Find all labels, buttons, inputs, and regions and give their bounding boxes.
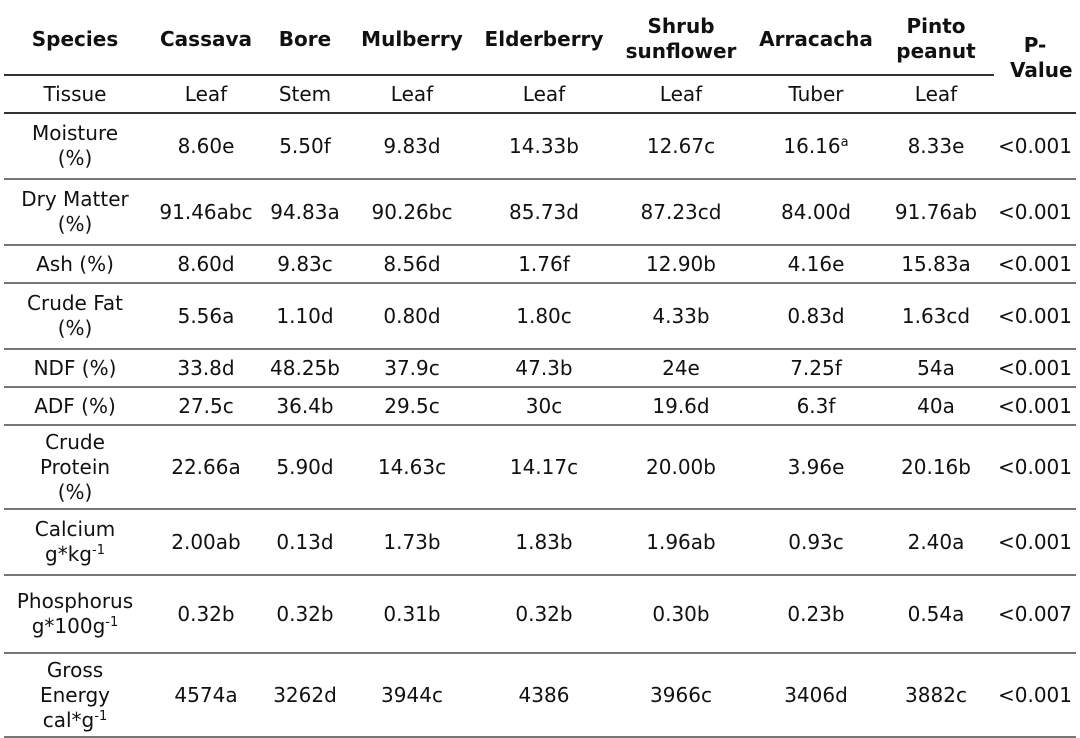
table-cell: 7.25f: [754, 349, 878, 387]
tissue-label: Tissue: [4, 75, 146, 113]
table-cell: 19.6d: [608, 387, 754, 425]
table-cell: 24e: [608, 349, 754, 387]
table-cell: 1.63cd: [878, 283, 994, 349]
table-cell: 6.3f: [754, 387, 878, 425]
table-cell: 87.23cd: [608, 179, 754, 245]
table-cell: 0.23b: [754, 575, 878, 653]
table-cell: 0.32b: [146, 575, 266, 653]
unit-exponent: -1: [94, 708, 108, 724]
table-cell: 12.67c: [608, 113, 754, 179]
tissue-cell: Tuber: [754, 75, 878, 113]
table-cell: 30c: [480, 387, 608, 425]
species-pinto-peanut: Pinto peanut: [896, 14, 976, 63]
unit-exponent: -1: [92, 543, 105, 558]
row-label-main: Gross Energy: [39, 657, 111, 707]
table-cell: 0.30b: [608, 575, 754, 653]
tissue-cell: Leaf: [146, 75, 266, 113]
table-cell: 14.33b: [480, 113, 608, 179]
superscript: a: [840, 134, 849, 150]
row-label: NDF (%): [4, 349, 146, 387]
table-cell: 1.76f: [480, 245, 608, 283]
table-cell: 2.00ab: [146, 509, 266, 575]
table-row: [4, 179, 1076, 245]
tissue-cell: Leaf: [878, 75, 994, 113]
table-cell: 0.54a: [878, 575, 994, 653]
table-cell: 54a: [878, 349, 994, 387]
table-cell: 5.50f: [266, 113, 344, 179]
unit-exponent: -1: [105, 615, 119, 630]
table-cell: 3944c: [344, 653, 480, 737]
pvalue-cell: <0.001: [994, 283, 1076, 349]
table-cell: 29.5c: [344, 387, 480, 425]
table-cell: 20.16b: [878, 425, 994, 509]
row-label-unit: g*kg: [45, 542, 92, 566]
table-cell: 8.60d: [146, 245, 266, 283]
table-row: [4, 575, 1076, 653]
table-cell: 91.76ab: [878, 179, 994, 245]
table-cell: 14.63c: [344, 425, 480, 509]
row-label: Ash (%): [4, 245, 146, 283]
table-cell: 4386: [480, 653, 608, 737]
table-cell: 20.00b: [608, 425, 754, 509]
tissue-cell: Stem: [266, 75, 344, 113]
table-cell: 14.17c: [480, 425, 608, 509]
row-label: Dry Matter (%): [4, 179, 146, 245]
table-row: [4, 113, 1076, 179]
row-label: ADF (%): [4, 387, 146, 425]
table-row: [4, 245, 1076, 283]
table-cell: 1.73b: [344, 509, 480, 575]
pvalue-cell: <0.001: [994, 387, 1076, 425]
pvalue-cell: <0.001: [994, 653, 1076, 737]
species-elderberry: Elderberry: [484, 26, 604, 51]
table-cell: 5.90d: [266, 425, 344, 509]
table-cell: 4574a: [146, 653, 266, 737]
table-cell: 40a: [878, 387, 994, 425]
table-cell: 90.26bc: [344, 179, 480, 245]
species-bore: Bore: [278, 26, 332, 51]
table-cell: 4.33b: [608, 283, 754, 349]
row-label: Crude Fat (%): [4, 283, 146, 349]
nutrient-composition-table: [4, 4, 1076, 738]
row-label-unit: g*100g: [31, 614, 106, 638]
table-cell: 3406d: [754, 653, 878, 737]
table-cell: 37.9c: [344, 349, 480, 387]
table-cell: 84.00d: [754, 179, 878, 245]
pvalue-cell: <0.001: [994, 113, 1076, 179]
table-cell: 0.83d: [754, 283, 878, 349]
table-cell: 0.32b: [266, 575, 344, 653]
tissue-cell: Leaf: [608, 75, 754, 113]
species-arracacha: Arracacha: [759, 26, 873, 51]
table-row: [4, 387, 1076, 425]
row-label: Crude Protein (%): [4, 425, 146, 509]
table-cell: 8.56d: [344, 245, 480, 283]
table-cell: 85.73d: [480, 179, 608, 245]
table-cell: 22.66a: [146, 425, 266, 509]
table-cell: 1.83b: [480, 509, 608, 575]
pvalue-cell: <0.001: [994, 425, 1076, 509]
table-cell: 36.4b: [266, 387, 344, 425]
table-body: [4, 4, 1076, 737]
table-cell: 1.80c: [480, 283, 608, 349]
table-cell: 15.83a: [878, 245, 994, 283]
table-cell: 0.13d: [266, 509, 344, 575]
table-cell: 3.96e: [754, 425, 878, 509]
table-cell: 48.25b: [266, 349, 344, 387]
table-cell: 3882c: [878, 653, 994, 737]
pvalue-cell: <0.001: [994, 349, 1076, 387]
row-label: [4, 653, 146, 737]
table-row: [4, 425, 1076, 509]
species-cassava: Cassava: [159, 26, 252, 51]
tissue-cell: Leaf: [344, 75, 480, 113]
row-label-unit: cal*g: [42, 707, 95, 732]
tissue-cell: Leaf: [480, 75, 608, 113]
row-label: [4, 509, 146, 575]
header-row: [4, 4, 1076, 75]
cell-value: 16.16: [783, 133, 841, 158]
table-row: [4, 283, 1076, 349]
table-cell: 3262d: [266, 653, 344, 737]
pvalue-cell: <0.007: [994, 575, 1076, 653]
table-cell: 9.83c: [266, 245, 344, 283]
row-label-main: Calcium: [34, 517, 116, 541]
row-label-main: Phosphorus: [16, 589, 134, 613]
table-cell: 2.40a: [878, 509, 994, 575]
table-cell: 94.83a: [266, 179, 344, 245]
table-cell: 1.10d: [266, 283, 344, 349]
table-cell: 8.60e: [146, 113, 266, 179]
table-row: [4, 349, 1076, 387]
pvalue-cell: <0.001: [994, 245, 1076, 283]
pvalue-cell: <0.001: [994, 179, 1076, 245]
table-cell: 33.8d: [146, 349, 266, 387]
species-header: Species: [31, 26, 119, 51]
row-label: Moisture (%): [4, 113, 146, 179]
tissue-row: [4, 75, 1076, 113]
table-cell: 3966c: [608, 653, 754, 737]
table-cell: 47.3b: [480, 349, 608, 387]
table-cell: 0.93c: [754, 509, 878, 575]
table-cell: 12.90b: [608, 245, 754, 283]
pvalue-header: P-Value: [1010, 33, 1073, 82]
row-label: [4, 575, 146, 653]
pvalue-cell: <0.001: [994, 509, 1076, 575]
table-cell: 27.5c: [146, 387, 266, 425]
table-cell: 5.56a: [146, 283, 266, 349]
table-cell: [754, 113, 878, 179]
table-cell: 91.46abc: [146, 179, 266, 245]
species-mulberry: Mulberry: [361, 26, 463, 51]
table-cell: 0.31b: [344, 575, 480, 653]
table-row: [4, 509, 1076, 575]
table-row: [4, 653, 1076, 737]
table-cell: 4.16e: [754, 245, 878, 283]
table-cell: 8.33e: [878, 113, 994, 179]
table-cell: 0.80d: [344, 283, 480, 349]
table-cell: 9.83d: [344, 113, 480, 179]
table-cell: 1.96ab: [608, 509, 754, 575]
table-cell: 0.32b: [480, 575, 608, 653]
species-shrub-sunflower: Shrub sunflower: [625, 14, 737, 63]
